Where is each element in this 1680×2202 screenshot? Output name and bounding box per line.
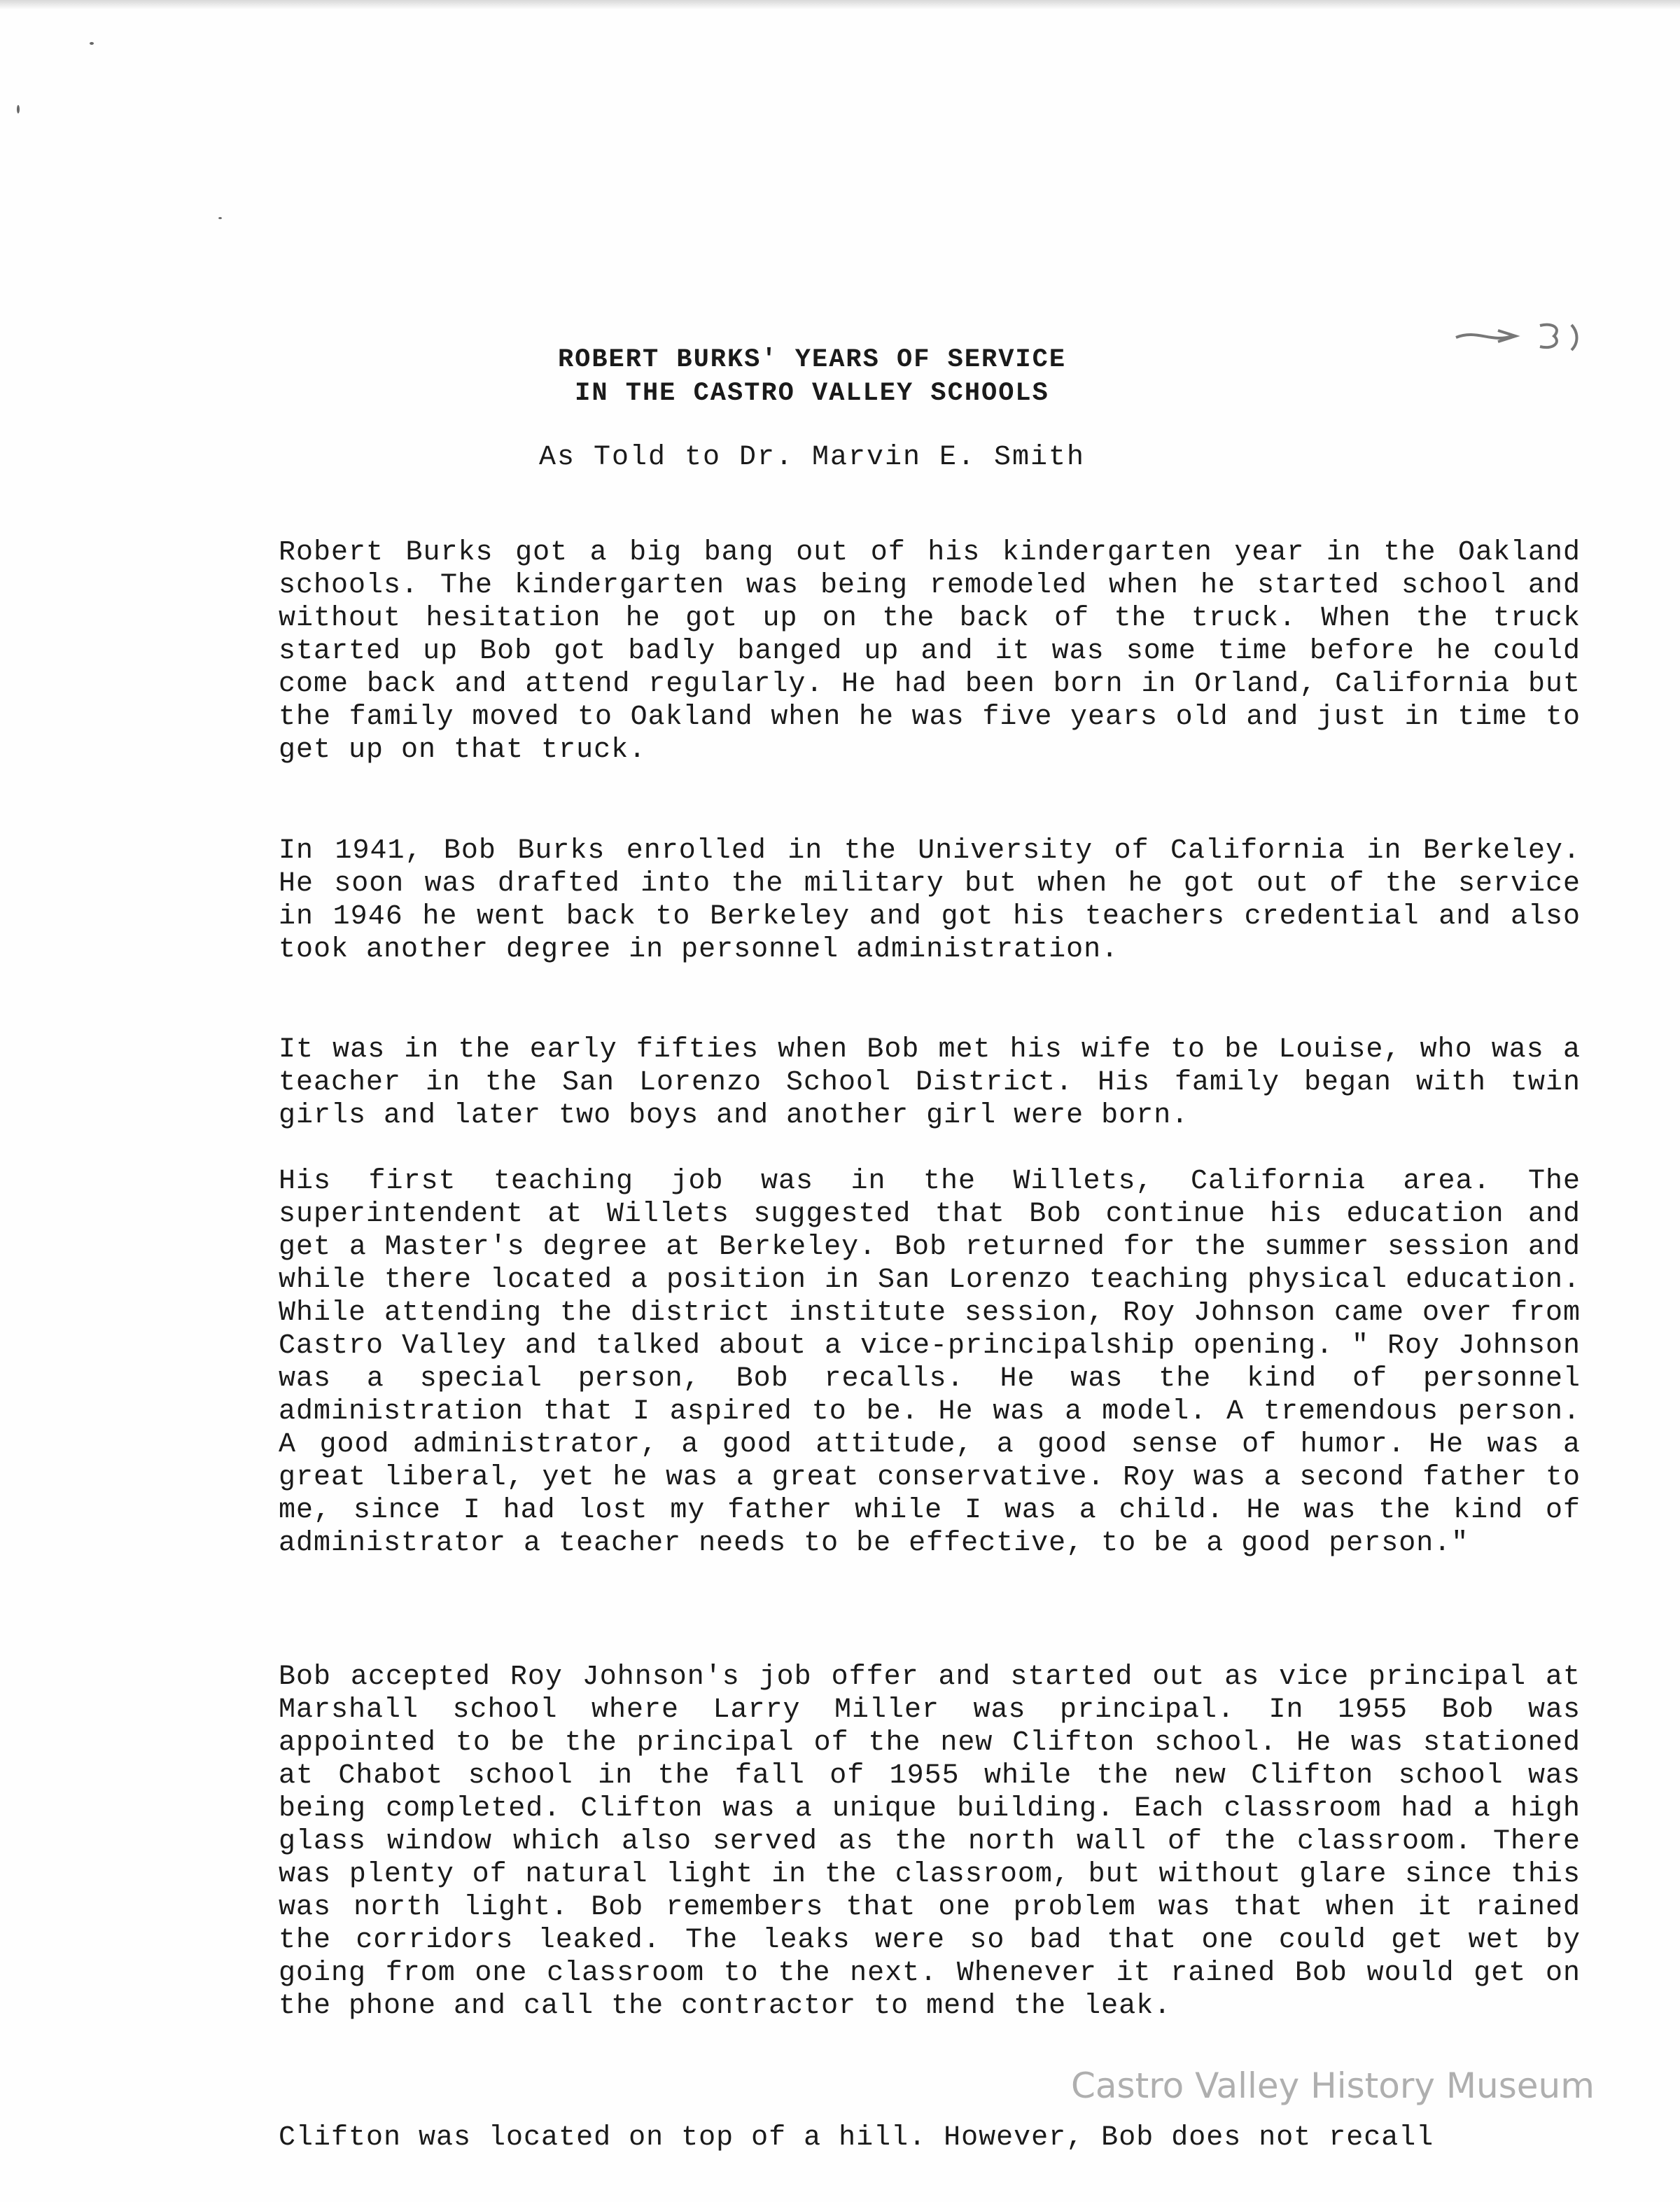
scan-speck bbox=[17, 105, 20, 113]
paragraph-1: Robert Burks got a big bang out of his kindergarten year in the Oakland schools. The kindergarten was being remodeled when he started school and without hesitation he got up on the back of the truck. When the truck started up Bob got badly banged up and it was some time before he could come back and attend regularly. He had been born in Orland, California but the family moved to Oakland when he was five years old and just in time to get up on that truck. bbox=[279, 537, 1581, 766]
paragraph-4: His first teaching job was in the Willets, California area. The superintendent at Willets suggested that Bob continue his education and get a Master's degree at Berkeley. Bob returned for the summer session and while there located a position in San Lorenzo teaching physical education. While attending the district institute session, Roy Johnson came over from Castro Valley and talked about a vice-principalship opening. " Roy Johnson was a special person, Bob recalls. He was the kind of personnel administration that I aspired to be. He was a model. A tremendous person. A good administrator, a good attitude, a good sense of humor. He was a great liberal, yet he was a great conservative. Roy was a second father to me, since I had lost my father while I was a child. He was the kind of administrator a teacher needs to be effective, to be a good person." bbox=[279, 1166, 1581, 1559]
title-line-2: IN THE CASTRO VALLEY SCHOOLS bbox=[575, 379, 1049, 408]
paragraph-3: It was in the early fifties when Bob met his wife to be Louise, who was a teacher in the San Lorenzo School District. His family began with twin girls and later two boys and another girl were born. bbox=[279, 1034, 1581, 1131]
subtitle: As Told to Dr. Marvin E. Smith bbox=[538, 442, 1086, 473]
title-line-1: ROBERT BURKS' YEARS OF SERVICE bbox=[557, 345, 1067, 375]
scan-speck bbox=[218, 217, 222, 219]
museum-watermark: Castro Valley History Museum bbox=[1071, 2065, 1595, 2106]
paragraph-5: Bob accepted Roy Johnson's job offer and started out as vice principal at Marshall school where Larry Miller was principal. In 1955 Bob was appointed to be the principal of the new Clifton school. He was stationed at Chabot school in the fall of 1955 while the new Clifton school was being completed. Clifton was a unique building. Each classroom had a high glass window which also served as the north wall of the classroom. There was plenty of natural light in the classroom, but without glare since this was north light. Bob remembers that one problem was that when it rained the corridors leaked. The leaks were so bad that one could get wet by going from one classroom to the next. Whenever it rained Bob would get on the phone and call the contractor to mend the leak. bbox=[279, 1661, 1581, 2022]
scan-top-edge bbox=[0, 0, 1680, 10]
paragraph-2: In 1941, Bob Burks enrolled in the University of California in Berkeley. He soon was drafted into the military but when he got out of the service in 1946 he went back to Berkeley and got his teachers credential and also took another degree in personnel administration. bbox=[279, 835, 1581, 966]
paragraph-6: Clifton was located on top of a hill. However, Bob does not recall bbox=[279, 2122, 1434, 2154]
scan-speck bbox=[90, 42, 94, 45]
